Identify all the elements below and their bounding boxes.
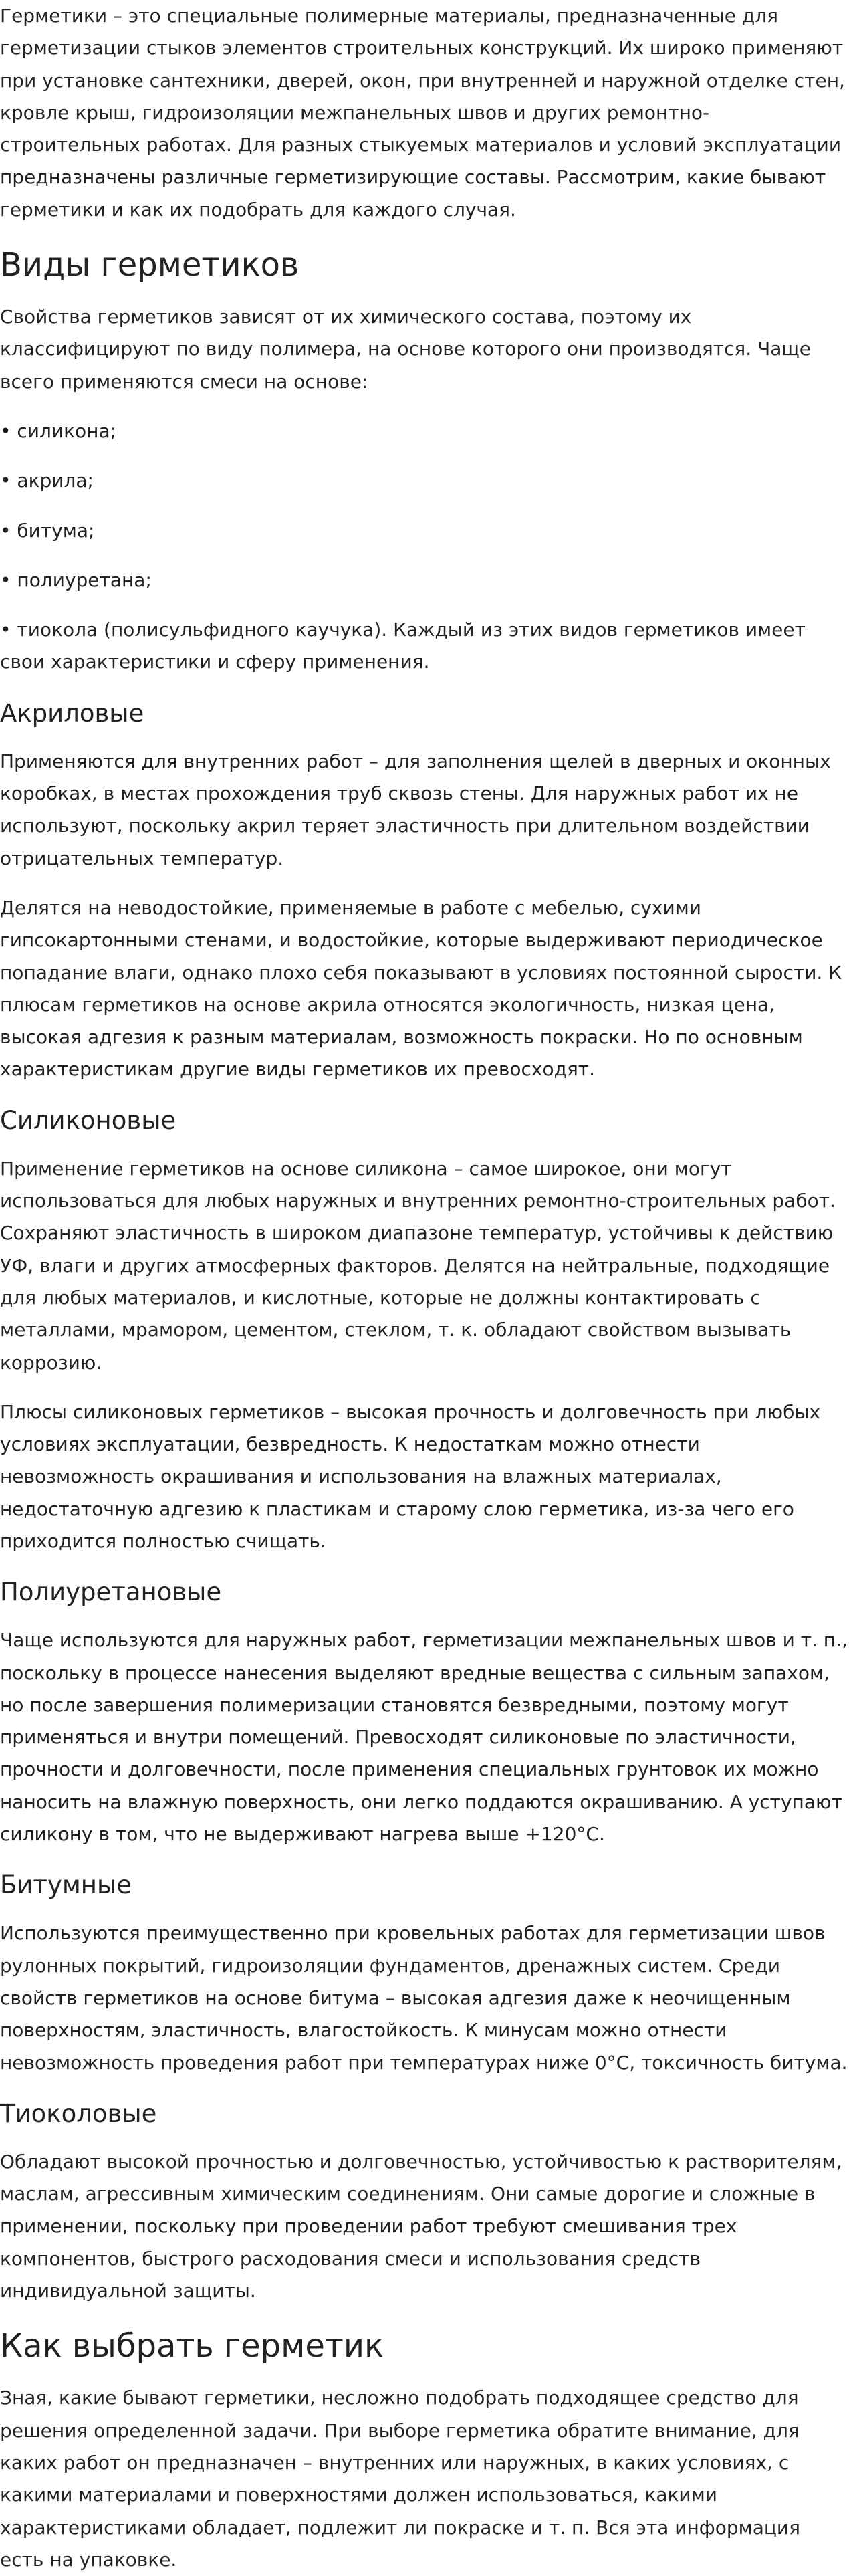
polyurethane-paragraph: Чаще используются для наружных работ, герметизации межпанельных швов и т. п., поскольку в процессе нанесения выделяют вредные вещества с сильным запахом, но после завершения полимеризации становятся безвредными, поэтому могут применяться и внутри помещений. Превосходят силиконовые по эластичности, прочности и долговечности, после применения специальных грунтовок их можно наносить на влажную поверхность, они легко поддаются окрашиванию. А уступают силикону в том, что не выдерживают нагрева выше +120°C. [0, 1629, 848, 1846]
bitumen-heading: Битумные [0, 1870, 132, 1900]
bullet-bitumen: • битума; [0, 519, 95, 542]
types-intro-paragraph: Свойства герметиков зависят от их химического состава, поэтому их классифицируют по виду полимера, на основе которого они производятся. Чаще всего применяются смеси на основе: [0, 306, 812, 393]
thiokol-paragraph: Обладают высокой прочностью и долговечностью, устойчивостью к растворителям, маслам, агрессивным химическим соединениям. Они самые дорогие и сложные в применении, поскольку при проведении работ требуют смешивания трех компонентов, быстрого расходования смеси и использования средств индивидуальной защиты. [0, 2150, 842, 2302]
types-heading: Виды герметиков [0, 246, 299, 284]
polyurethane-heading: Полиуретановые [0, 1578, 222, 1607]
bullet-polyurethane: • полиуретана; [0, 568, 152, 591]
thiokol-heading: Тиоколовые [0, 2099, 157, 2128]
bullet-acrylic: • акрила; [0, 469, 94, 492]
silicone-heading: Силиконовые [0, 1105, 176, 1135]
choose-heading: Как выбрать герметик [0, 2327, 384, 2365]
acrylic-heading: Акриловые [0, 698, 144, 728]
acrylic-paragraph-2: Делятся на неводостойкие, применяемые в работе с мебелью, сухими гипсокартонными стенами, и водостойкие, которые выдерживают периодическое попадание влаги, однако плохо себя показывают в условиях постоянной сырости. К плюсам герметиков на основе акрила относятся экологичность, низкая цена, высокая адгезия к разным материалам, возможность покраски. Но по основным характеристикам другие виды герметиков их превосходят. [0, 896, 842, 1081]
choose-paragraph: Зная, какие бывают герметики, несложно подобрать подходящее средство для решения определенной задачи. При выборе герметика обратите внимание, для каких работ он предназначен – внутренних или наружных, в каких условиях, с какими материалами и поверхностями должен использоваться, какими характеристиками обладает, подлежит ли покраске и т. п. Вся эта информация есть на упаковке. [0, 2387, 800, 2571]
silicone-paragraph-1: Применение герметиков на основе силикона – самое широкое, они могут использоваться для любых наружных и внутренних ремонтно-строительных работ. Сохраняют эластичность в широком диапазоне температур, устойчивы к действию УФ, влаги и других атмосферных факторов. Делятся на нейтральные, подходящие для любых материалов, и кислотные, которые не должны контактировать с металлами, мрамором, цементом, стеклом, т. к. обладают свойством вызывать коррозию. [0, 1157, 836, 1374]
acrylic-paragraph-1: Применяются для внутренних работ – для заполнения щелей в дверных и оконных коробках, в местах прохождения труб сквозь стены. Для наружных работ их не используют, поскольку акрил теряет эластичность при длительном воздействии отрицательных температур. [0, 750, 831, 869]
intro-paragraph: Герметики – это специальные полимерные материалы, предназначенные для герметизации стыков элементов строительных конструкций. Их широко применяют при установке сантехники, дверей, окон, при внутренней и наружной отделке стен, кровле крыш, гидроизоляции межпанельных швов и других ремонтно-строительных работах. Для разных стыкуемых материалов и условий эксплуатации предназначены различные герметизирующие составы. Рассмотрим, какие бывают герметики и как их подобрать для каждого случая. [0, 5, 845, 221]
silicone-paragraph-2: Плюсы силиконовых герметиков – высокая прочность и долговечность при любых условиях эксплуатации, безвредность. К недостаткам можно отнести невозможность окрашивания и использования на влажных материалах, недостаточную адгезию к пластикам и старому слою герметика, из-за чего его приходится полностью счищать. [0, 1400, 821, 1552]
bitumen-paragraph: Используются преимущественно при кровельных работах для герметизации швов рулонных покрытий, гидроизоляции фундаментов, дренажных систем. Среди свойств герметиков на основе битума – высокая адгезия даже к неочищенным поверхностям, эластичность, влагостойкость. К минусам можно отнести невозможность проведения работ при температурах ниже 0°C, токсичность битума. [0, 1922, 848, 2074]
bullet-thiokol: • тиокола (полисульфидного каучука). Каждый из этих видов герметиков имеет свои характеристики и сферу применения. [0, 619, 806, 673]
bullet-silicone: • силикона; [0, 419, 117, 442]
